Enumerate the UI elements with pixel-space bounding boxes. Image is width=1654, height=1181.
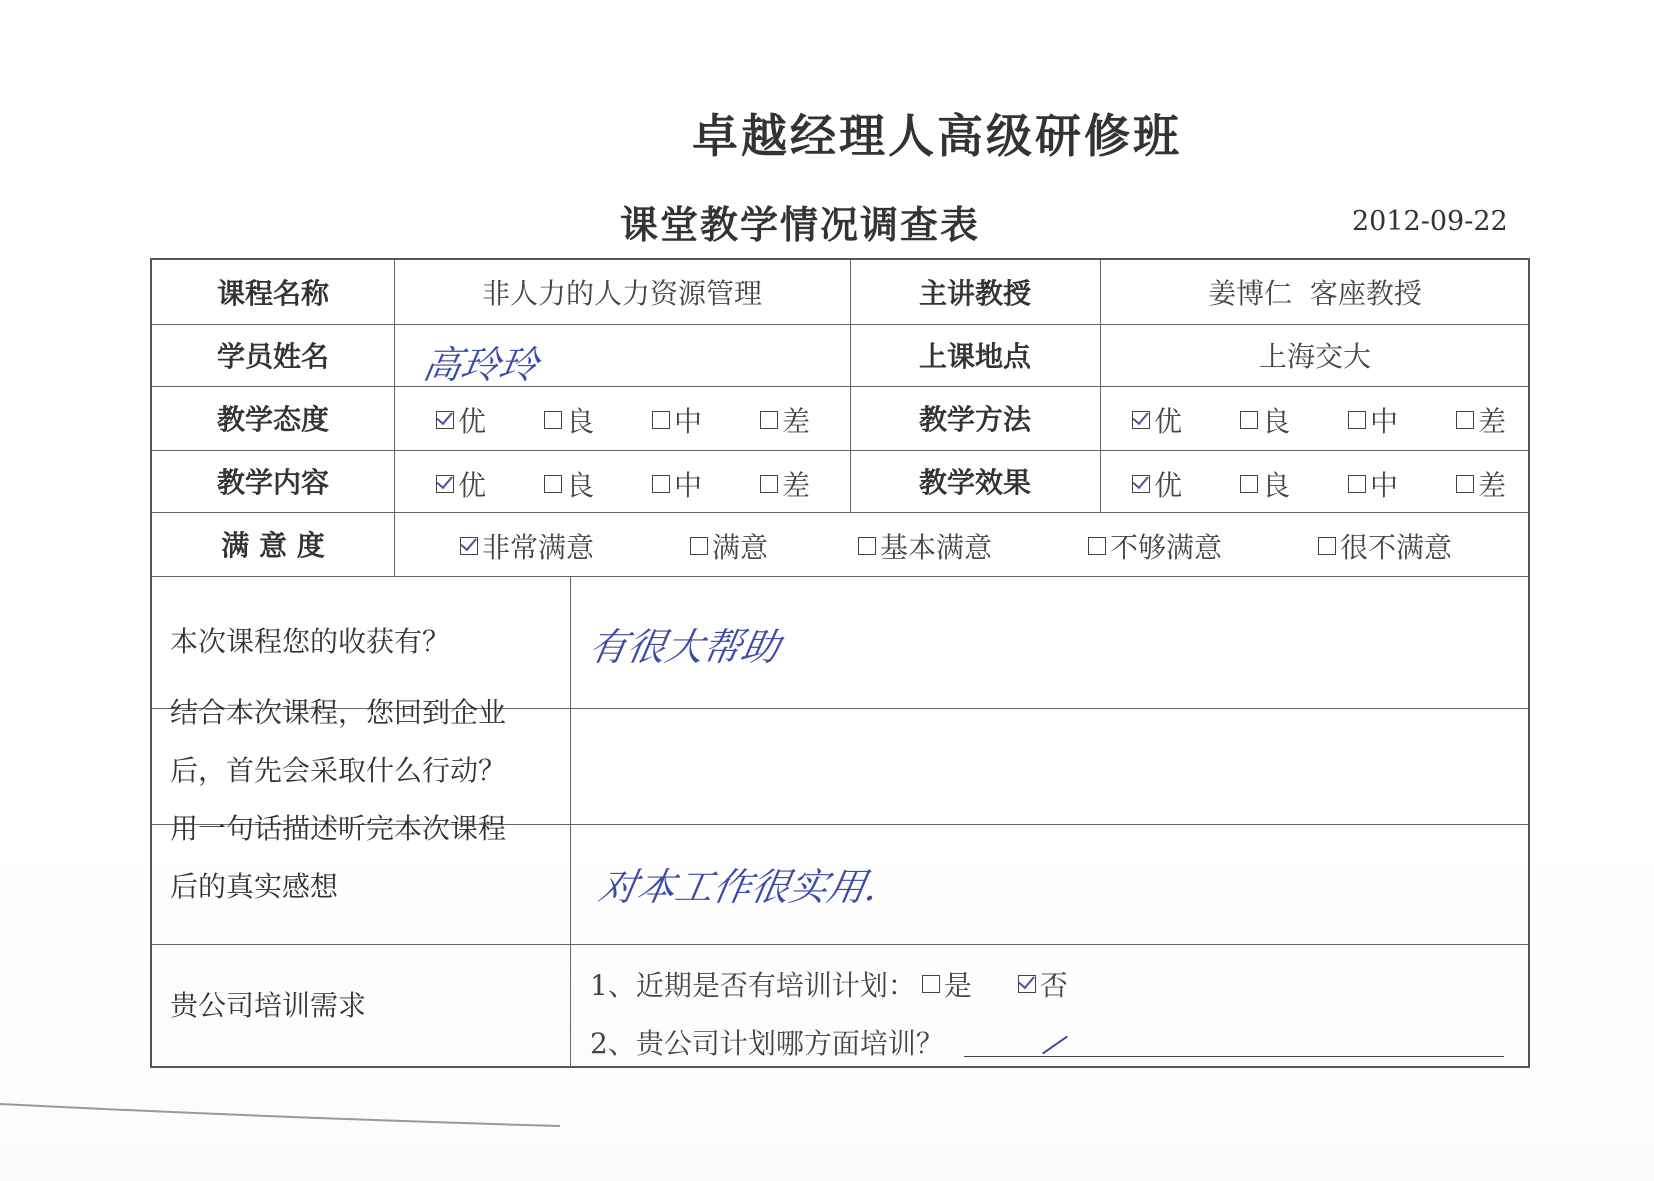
page-title: 卓越经理人高级研修班 [692,109,1182,163]
feeling-question-line1: 用一句话描述听完本次课程 [170,812,507,845]
checkbox-icon [1348,411,1366,429]
satisfaction-option[interactable]: 基本满意 [858,526,992,566]
checkbox-icon [652,475,670,493]
checkbox-icon [1348,475,1366,493]
feeling-question-line2: 后的真实感想 [170,870,339,903]
checkbox-icon [1088,537,1106,555]
training-area-blank[interactable] [964,1056,1504,1057]
checkbox-icon [760,475,778,493]
checkbox-icon [1318,537,1336,555]
checkbox-icon [1240,475,1258,493]
satisfaction-option[interactable]: 很不满意 [1318,526,1452,566]
training-plan-no[interactable]: 否 [1018,964,1068,1004]
checkbox-icon [1240,411,1258,429]
checked-box-icon [1018,975,1036,993]
checkbox-icon [760,411,778,429]
training-area-question: 2、贵公司计划哪方面培训？ [590,1027,944,1060]
effect-option[interactable]: 良 [1240,464,1290,504]
location-label: 上课地点 [918,340,1031,373]
course-name-value: 非人力的人力资源管理 [481,277,762,310]
checkbox-icon [1456,411,1474,429]
action-question-line2: 后，首先会采取什么行动？ [170,754,507,787]
content-option[interactable]: 良 [544,464,594,504]
survey-form [150,258,1530,1068]
method-option[interactable]: 良 [1240,400,1290,440]
feeling-answer-handwritten: 对本工作很实用. [595,865,882,909]
student-name-label: 学员姓名 [216,340,329,373]
gain-answer-handwritten: 有很大帮助 [585,625,784,669]
teaching-content-label: 教学内容 [216,466,329,499]
checkbox-icon [544,475,562,493]
checkbox-icon [922,975,940,993]
content-option[interactable]: 差 [760,464,810,504]
checked-box-icon [460,537,478,555]
blank-slash-mark [1042,1036,1068,1055]
satisfaction-option[interactable]: 满意 [690,526,768,566]
content-option[interactable]: 中 [652,464,702,504]
method-option[interactable]: 差 [1456,400,1506,440]
training-plan-question: 1、近期是否有培训计划： 是 否 [590,964,1068,1004]
checkbox-icon [544,411,562,429]
training-needs-label: 贵公司培训需求 [170,989,367,1022]
teaching-attitude-label: 教学态度 [216,403,329,436]
action-question-line1: 结合本次课程，您回到企业 [170,696,507,729]
checked-box-icon [436,475,454,493]
course-name-label: 课程名称 [216,277,329,310]
form-subtitle: 课堂教学情况调查表 [620,203,981,247]
checkbox-icon [690,537,708,555]
satisfaction-option[interactable]: 非常满意 [460,526,594,566]
effect-option[interactable]: 差 [1456,464,1506,504]
attitude-option[interactable]: 中 [652,400,702,440]
checkbox-icon [858,537,876,555]
survey-date: 2012-09-22 [1352,206,1508,237]
attitude-option[interactable]: 良 [544,400,594,440]
training-plan-yes[interactable]: 是 [922,964,972,1004]
checked-box-icon [1132,475,1150,493]
student-name-handwritten: 高玲玲 [419,343,542,387]
location-value: 上海交大 [1258,340,1371,373]
checked-box-icon [1132,411,1150,429]
effect-option[interactable]: 中 [1348,464,1398,504]
lecturer-value: 姜博仁 客座教授 [1208,277,1422,310]
attitude-option[interactable]: 优 [436,400,486,440]
satisfaction-option[interactable]: 不够满意 [1088,526,1222,566]
checked-box-icon [436,411,454,429]
page-edge-shadow [0,1100,560,1130]
checkbox-icon [652,411,670,429]
teaching-method-label: 教学方法 [918,403,1031,436]
effect-option[interactable]: 优 [1132,464,1182,504]
attitude-option[interactable]: 差 [760,400,810,440]
checkbox-icon [1456,475,1474,493]
lecturer-label: 主讲教授 [918,277,1031,310]
satisfaction-label: 满 意 度 [221,529,325,562]
method-option[interactable]: 优 [1132,400,1182,440]
teaching-effect-label: 教学效果 [918,466,1031,499]
gain-question: 本次课程您的收获有？ [170,625,451,658]
content-option[interactable]: 优 [436,464,486,504]
method-option[interactable]: 中 [1348,400,1398,440]
